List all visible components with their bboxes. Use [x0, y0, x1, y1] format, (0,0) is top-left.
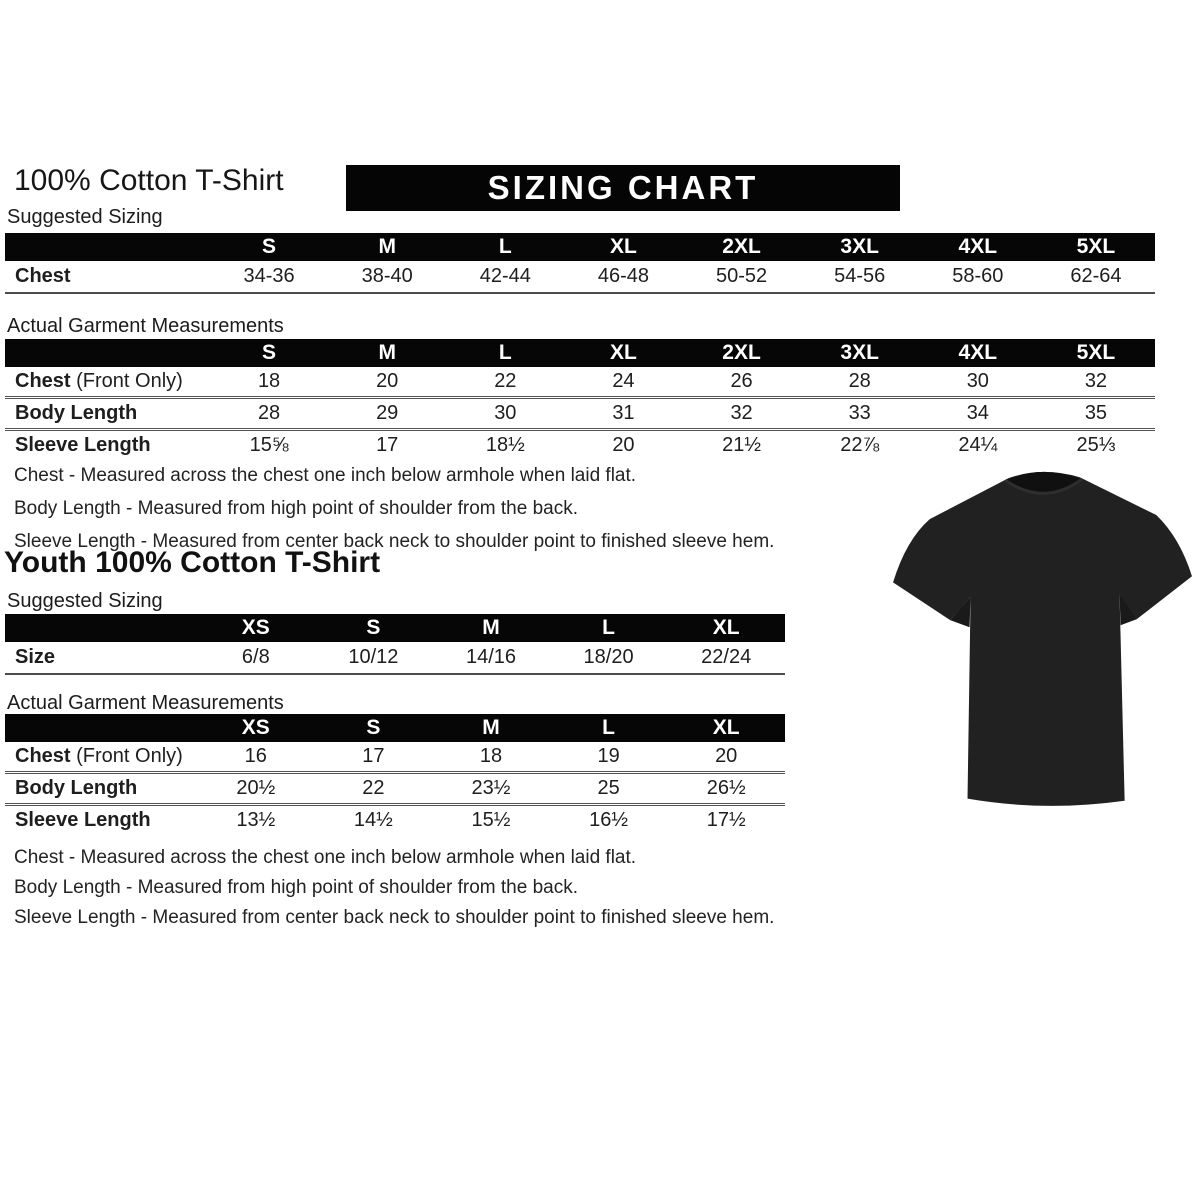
measurement-row [5, 642, 785, 674]
size-column-header: L [550, 614, 668, 642]
measurement-cell: 31 [564, 398, 682, 430]
youth-measurement-notes [14, 843, 774, 933]
size-column-header: S [315, 614, 433, 642]
adult-actual-measurements-table [5, 339, 1155, 460]
measurement-cell: 26 [683, 367, 801, 398]
size-column-header: L [446, 339, 564, 367]
size-column-header: 4XL [919, 339, 1037, 367]
measurement-row [5, 430, 1155, 461]
measurement-cell: 46-48 [564, 261, 682, 293]
measurement-cell: 32 [683, 398, 801, 430]
measurement-cell: 14½ [353, 809, 393, 831]
measurement-cell: 16½ [589, 809, 629, 831]
row-label: Size [5, 642, 197, 674]
size-column-header: M [432, 614, 550, 642]
row-label: Body Length [5, 398, 210, 430]
measurement-cell: 22 [446, 367, 564, 398]
measurement-cell: 14/16 [432, 642, 550, 674]
measurement-row [5, 261, 1155, 293]
measurement-cell: 21½ [722, 434, 762, 456]
size-column-header: M [432, 714, 550, 742]
measurement-cell: 50-52 [683, 261, 801, 293]
size-column-header: 2XL [683, 233, 801, 261]
adult-measurement-notes [14, 459, 774, 558]
measurement-cell: 22 [315, 773, 433, 805]
size-table [5, 339, 1155, 460]
measurement-cell: 62-64 [1037, 261, 1155, 293]
measurement-cell: 16 [197, 742, 315, 773]
size-header-row [5, 614, 785, 642]
size-column-header: S [315, 714, 433, 742]
measurement-cell: 18½ [485, 434, 525, 456]
table-corner-cell [5, 233, 210, 261]
row-label: Chest (Front Only) [5, 367, 210, 398]
measurement-row [5, 398, 1155, 430]
youth-suggested-sizing-label: Suggested Sizing [7, 590, 163, 612]
measurement-cell: 28 [801, 367, 919, 398]
adult-suggested-sizing-table [5, 233, 1155, 294]
measurement-cell: 20 [328, 367, 446, 398]
measurement-cell: 34-36 [210, 261, 328, 293]
size-column-header: 5XL [1037, 233, 1155, 261]
size-header-row [5, 714, 785, 742]
measurement-cell: 20 [667, 742, 785, 773]
measurement-cell: 17½ [706, 809, 746, 831]
measurement-cell: 19 [550, 742, 668, 773]
size-column-header: XL [564, 339, 682, 367]
measurement-cell: 30 [446, 398, 564, 430]
size-column-header: XS [197, 714, 315, 742]
measurement-cell: 42-44 [446, 261, 564, 293]
measurement-row [5, 773, 785, 805]
size-column-header: L [446, 233, 564, 261]
note-line: Sleeve Length - Measured from center back neck to shoulder point to finished sleeve hem. [14, 907, 775, 928]
t-shirt-body [893, 472, 1192, 806]
measurement-cell: 25 [550, 773, 668, 805]
measurement-cell: 22⅞ [840, 434, 880, 456]
measurement-cell: 58-60 [919, 261, 1037, 293]
row-label: Sleeve Length [15, 809, 151, 831]
measurement-cell: 32 [1037, 367, 1155, 398]
size-column-header: S [210, 233, 328, 261]
measurement-cell: 28 [210, 398, 328, 430]
measurement-cell: 18/20 [550, 642, 668, 674]
measurement-cell: 22/24 [667, 642, 785, 674]
measurement-cell: 30 [919, 367, 1037, 398]
row-label: Sleeve Length [15, 434, 151, 456]
table-corner-cell [5, 714, 197, 742]
adult-actual-measurements-label: Actual Garment Measurements [7, 315, 284, 337]
t-shirt-image [888, 464, 1196, 816]
row-label: Chest (Front Only) [5, 742, 197, 773]
row-label-note: (Front Only) [70, 370, 183, 392]
size-column-header: 3XL [801, 233, 919, 261]
size-column-header: M [328, 233, 446, 261]
size-column-header: XL [564, 233, 682, 261]
table-corner-cell [5, 339, 210, 367]
measurement-cell: 13½ [236, 809, 276, 831]
measurement-cell: 10/12 [315, 642, 433, 674]
size-column-header: XS [197, 614, 315, 642]
adult-suggested-sizing-label: Suggested Sizing [7, 206, 163, 228]
note-line: Body Length - Measured from high point of shoulder from the back. [14, 877, 578, 898]
measurement-cell: 20½ [197, 773, 315, 805]
size-column-header: 3XL [801, 339, 919, 367]
measurement-cell: 29 [328, 398, 446, 430]
size-header-row [5, 233, 1155, 261]
size-column-header: 2XL [683, 339, 801, 367]
size-table [5, 614, 785, 675]
note-line: Chest - Measured across the chest one inch below armhole when laid flat. [14, 465, 637, 486]
size-column-header: XL [667, 714, 785, 742]
page-title: 100% Cotton T-Shirt [14, 164, 284, 197]
note-line: Body Length - Measured from high point of shoulder from the back. [14, 498, 578, 519]
measurement-cell: 26½ [667, 773, 785, 805]
youth-section-title: Youth 100% Cotton T-Shirt [4, 546, 381, 579]
row-label-note: (Front Only) [70, 745, 183, 767]
measurement-cell: 54-56 [801, 261, 919, 293]
size-header-row [5, 339, 1155, 367]
row-label: Chest [5, 261, 210, 293]
measurement-cell: 25⅓ [1076, 434, 1116, 456]
measurement-cell: 34 [919, 398, 1037, 430]
note-line: Sleeve Length - Measured from center back neck to shoulder point to finished sleeve hem. [14, 531, 775, 552]
table-corner-cell [5, 614, 197, 642]
size-column-header: XL [667, 614, 785, 642]
measurement-cell: 18 [210, 367, 328, 398]
measurement-cell: 17 [376, 434, 399, 456]
measurement-row [5, 367, 1155, 398]
youth-actual-measurements-table [5, 714, 785, 835]
size-column-header: L [550, 714, 668, 742]
measurement-cell: 18 [432, 742, 550, 773]
youth-suggested-sizing-table [5, 614, 785, 675]
measurement-cell: 33 [801, 398, 919, 430]
size-table [5, 714, 785, 835]
measurement-row [5, 742, 785, 773]
measurement-cell: 17 [315, 742, 433, 773]
size-table [5, 233, 1155, 294]
measurement-cell: 15½ [471, 809, 511, 831]
measurement-cell: 6/8 [197, 642, 315, 674]
size-column-header: M [328, 339, 446, 367]
note-line: Chest - Measured across the chest one inch below armhole when laid flat. [14, 847, 637, 868]
measurement-cell: 15⅝ [249, 434, 289, 456]
measurement-cell: 35 [1037, 398, 1155, 430]
size-column-header: 5XL [1037, 339, 1155, 367]
size-column-header: 4XL [919, 233, 1037, 261]
youth-actual-measurements-label: Actual Garment Measurements [7, 692, 284, 714]
measurement-row [5, 805, 785, 836]
measurement-cell: 20 [612, 434, 635, 456]
size-column-header: S [210, 339, 328, 367]
sizing-chart-banner: SIZING CHART [346, 165, 900, 211]
measurement-cell: 24¼ [958, 434, 998, 456]
measurement-cell: 23½ [432, 773, 550, 805]
row-label: Body Length [5, 773, 197, 805]
measurement-cell: 24 [564, 367, 682, 398]
measurement-cell: 38-40 [328, 261, 446, 293]
